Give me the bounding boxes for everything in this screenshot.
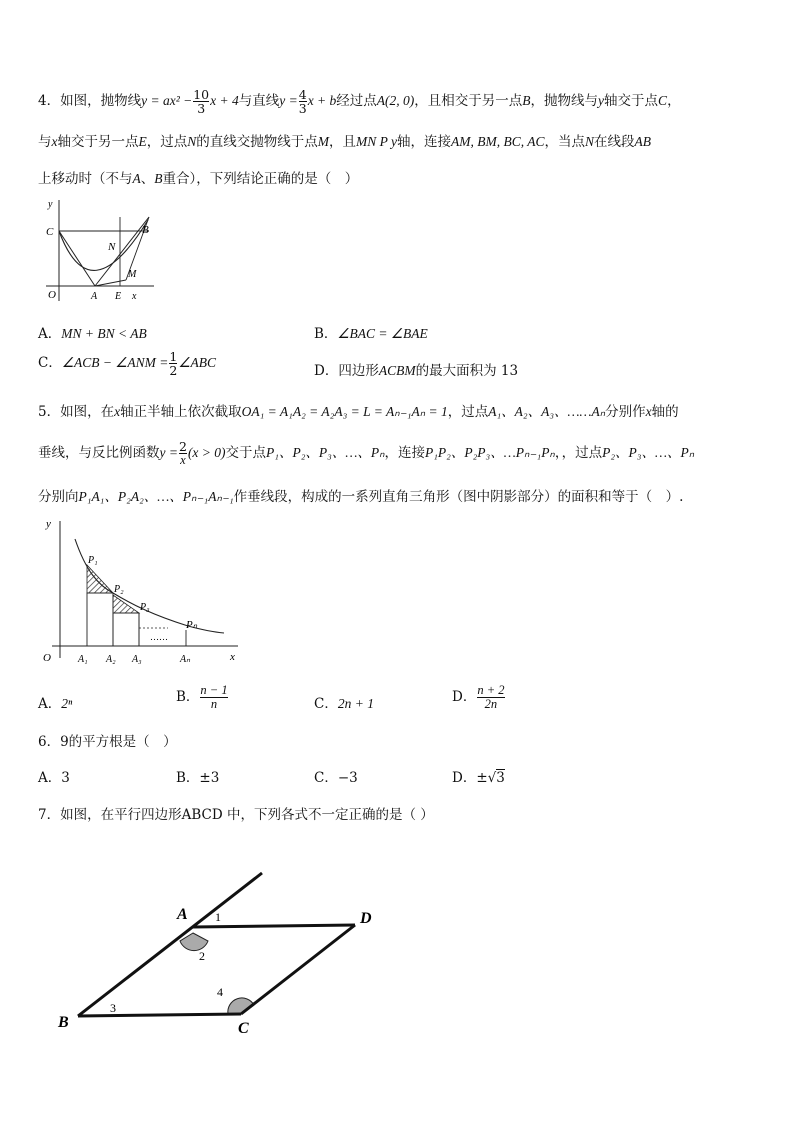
q5-line-1 xyxy=(38,400,679,420)
q4-option-c[interactable] xyxy=(38,350,216,377)
q4-var: N xyxy=(187,134,197,149)
q4-text: 与 xyxy=(38,134,52,150)
q4-text: ，且相交于另一点 xyxy=(414,93,523,110)
option-text: MN + BN < AB xyxy=(61,326,147,341)
q4-var: M xyxy=(317,134,330,149)
q5-text: 分别向 xyxy=(38,489,79,505)
rect-1 xyxy=(87,593,113,646)
label-angle-4: 4 xyxy=(217,985,223,999)
option-label: A． xyxy=(38,696,62,712)
label-e: E xyxy=(115,291,122,302)
q5-text: ，过点 xyxy=(447,404,489,420)
segment-am xyxy=(95,280,126,286)
label-y: y xyxy=(48,199,53,210)
q6-option-a[interactable] xyxy=(38,766,70,786)
q5-line-2 xyxy=(38,440,694,467)
frac-numerator: 2 xyxy=(178,439,187,454)
q4-var: A xyxy=(132,171,141,186)
q6-option-c[interactable] xyxy=(314,766,358,786)
q5-equation: OA₁ = A₁A₂ = A₂A₃ = L = Aₙ₋₁Aₙ = 1 xyxy=(241,404,448,419)
q5-var: x xyxy=(645,404,652,419)
option-text: ∠ABC xyxy=(178,355,216,371)
q5-option-a[interactable] xyxy=(38,692,72,712)
option-text: 3 xyxy=(61,770,70,786)
q7-figure xyxy=(50,865,390,1045)
q4-text: 、 xyxy=(140,171,155,187)
option-label: D． xyxy=(452,770,477,786)
label-x: x xyxy=(132,291,137,302)
option-label: C． xyxy=(314,770,338,786)
label-o: O xyxy=(43,652,51,664)
q4-var: y xyxy=(598,93,605,109)
q4-text: 与直线 xyxy=(238,93,280,110)
label-pn: Pₙ xyxy=(186,619,198,631)
option-text: −3 xyxy=(337,770,358,786)
side-bc xyxy=(78,1014,241,1016)
frac-denominator: 3 xyxy=(193,101,209,115)
q5-text: 垂线，与反比例函数 xyxy=(38,445,160,462)
angle-2-marker xyxy=(180,933,208,951)
label-angle-2: 2 xyxy=(199,949,205,963)
frac-numerator: n − 1 xyxy=(200,683,228,697)
label-a2: A₂ xyxy=(106,654,116,665)
q5-text: 5．如图，在 xyxy=(38,404,115,420)
rect-2 xyxy=(113,613,139,646)
q5-text: 交于点 xyxy=(225,445,267,462)
label-m: M xyxy=(128,269,137,280)
q4-parabola-eq-tail: x + 4 xyxy=(210,93,239,109)
q4-text: 重合），下列结论正确的是（ ） xyxy=(162,171,359,187)
q4-line-3 xyxy=(38,167,358,187)
q4-text: 经过点 xyxy=(336,93,377,110)
q5-domain: (x > 0) xyxy=(187,445,226,461)
q4-frac-10-3 xyxy=(193,88,209,115)
option-label: C． xyxy=(38,355,62,372)
q5-segments: P₁A₁、P₂A₂、…、Pₙ₋₁Aₙ₋₁ xyxy=(78,489,234,504)
label-c: C xyxy=(46,226,54,238)
q4-var: B xyxy=(154,171,163,186)
q5-segments: P₁P₂、P₂P₃、…Pₙ₋₁Pₙ xyxy=(424,445,555,461)
frac-numerator: 4 xyxy=(298,87,307,102)
q5-var: x xyxy=(114,404,121,419)
option-text: ACBM xyxy=(378,363,416,378)
label-a1: A₁ xyxy=(78,654,88,665)
q6-stem xyxy=(38,730,177,750)
side-dc xyxy=(241,925,355,1014)
label-d: D xyxy=(360,910,372,927)
q4-number: 4．如图，抛物线 xyxy=(38,93,142,110)
q4-line-eq-tail: x + b xyxy=(307,93,337,109)
q5-frac xyxy=(179,440,187,467)
option-text: ∠ACB − ∠ANM = xyxy=(61,355,169,371)
side-ad xyxy=(193,925,355,927)
q4-parallel: MN P y xyxy=(356,134,398,149)
label-c: C xyxy=(238,1020,249,1037)
label-dots: …… xyxy=(150,632,168,642)
q4-line-1 xyxy=(38,88,681,115)
line-ab xyxy=(95,217,149,286)
q7-stem xyxy=(38,803,434,823)
shaded-triangle-2 xyxy=(113,595,139,613)
option-text: 的最大面积为 13 xyxy=(415,363,519,379)
label-angle-1: 1 xyxy=(215,910,221,924)
q5-option-b[interactable] xyxy=(176,684,229,711)
option-label: D． xyxy=(452,689,477,706)
q5-text: ，，过点 xyxy=(554,445,603,462)
option-text: ±3 xyxy=(199,770,220,786)
q4-var: E xyxy=(138,134,147,149)
q5-points: P₂、P₃、…、Pₙ xyxy=(602,445,695,461)
label-angle-3: 3 xyxy=(110,1001,116,1015)
frac-denominator: x xyxy=(180,453,186,468)
q6-option-d[interactable] xyxy=(452,766,505,786)
option-label: A． xyxy=(38,770,62,786)
q4-var: N xyxy=(585,134,595,149)
q4-figure xyxy=(38,195,158,305)
q6-option-b[interactable] xyxy=(176,766,219,786)
label-a: A xyxy=(177,906,188,923)
label-b: B xyxy=(58,1014,69,1031)
option-label: B． xyxy=(176,770,200,786)
option-frac xyxy=(200,684,227,711)
q4-option-b[interactable] xyxy=(314,322,428,342)
frac-denominator: 2 xyxy=(169,363,178,379)
frac-denominator: 3 xyxy=(298,101,307,117)
q5-text: 轴正半轴上依次截取 xyxy=(120,404,242,420)
option-frac xyxy=(169,350,177,377)
q5-line-3 xyxy=(38,485,683,505)
label-a3: A₃ xyxy=(132,654,142,665)
sqrt-icon: √ xyxy=(487,770,497,786)
q4-parabola-eq: y = ax² − xyxy=(141,93,193,109)
label-o: O xyxy=(48,289,56,301)
q4-text: 上移动时（不与 xyxy=(38,171,133,187)
q4-option-d[interactable] xyxy=(314,359,518,379)
parabola-curve xyxy=(59,220,148,270)
option-text: ± xyxy=(476,770,488,786)
shaded-triangle-1 xyxy=(87,565,113,593)
q4-var: x xyxy=(51,134,58,149)
q4-point-a: A(2, 0) xyxy=(376,93,415,109)
label-a: A xyxy=(91,291,98,302)
label-y: y xyxy=(46,518,51,530)
frac-numerator: n + 2 xyxy=(477,683,505,697)
q5-option-d[interactable] xyxy=(452,684,506,711)
label-an: Aₙ xyxy=(180,654,191,665)
q4-text: 的直线交抛物线于点 xyxy=(196,134,318,150)
q4-text: 在线段 xyxy=(594,134,635,150)
option-radicand: 3 xyxy=(496,770,505,786)
q4-text: ，且 xyxy=(329,134,357,150)
q4-text: ， xyxy=(667,93,681,110)
label-p1: P₁ xyxy=(88,555,98,566)
q4-var: B xyxy=(522,93,531,109)
label-x: x xyxy=(230,651,235,663)
option-label: C． xyxy=(314,696,338,712)
label-b: B xyxy=(142,224,149,236)
option-label: B． xyxy=(314,326,338,342)
q4-segments: AM, BM, BC, AC xyxy=(451,134,545,149)
q4-text: ，抛物线与 xyxy=(530,93,599,110)
option-text: ∠BAC = ∠BAE xyxy=(337,326,428,341)
label-p2: P₂ xyxy=(114,584,124,595)
q5-text: 分别作 xyxy=(605,404,646,420)
q4-frac-4-3 xyxy=(299,88,307,115)
option-label: A． xyxy=(38,326,62,342)
line-ba-extended xyxy=(78,873,262,1016)
option-frac xyxy=(477,684,504,711)
q4-line-2 xyxy=(38,130,651,150)
label-p3: P₃ xyxy=(140,602,150,613)
segment-ac xyxy=(59,231,95,286)
q4-text: 轴，连接 xyxy=(397,134,452,150)
option-text: 四边形 xyxy=(338,363,379,379)
q5-figure xyxy=(38,513,248,673)
q4-line-eq: y = xyxy=(279,93,298,109)
q4-text: 轴交于点 xyxy=(604,93,659,110)
option-label: B． xyxy=(176,689,200,706)
q4-text: ，当点 xyxy=(544,134,586,150)
q5-function: y = xyxy=(159,445,178,461)
q4-text: ，过点 xyxy=(146,134,188,150)
option-text: 2n + 1 xyxy=(337,696,374,711)
frac-denominator: 2n xyxy=(477,697,504,711)
q5-text: 轴的 xyxy=(651,404,679,420)
option-text: 2ⁿ xyxy=(61,696,73,711)
q4-var: C xyxy=(658,93,668,109)
q6-text: 6．9的平方根是（ ） xyxy=(38,734,177,750)
frac-numerator: 1 xyxy=(169,349,178,364)
q5-text: 作垂线段，构成的一系列直角三角形（图中阴影部分）的面积和等于（ ）. xyxy=(233,489,684,505)
option-label: D． xyxy=(314,363,339,379)
label-n: N xyxy=(108,241,116,253)
frac-denominator: n xyxy=(200,697,227,711)
q7-text: 7．如图，在平行四边形ABCD 中，下列各式不一定正确的是（ ） xyxy=(38,807,434,823)
q4-var: AB xyxy=(634,134,652,149)
q5-points: A₁、A₂、A₃、……Aₙ xyxy=(488,404,606,419)
q4-text: 轴交于另一点 xyxy=(57,134,139,150)
q5-points: P₁、P₂、P₃、…、Pₙ xyxy=(266,445,385,461)
q5-option-c[interactable] xyxy=(314,692,374,712)
q5-text: ，连接 xyxy=(384,445,425,462)
frac-numerator: 10 xyxy=(193,87,210,102)
q4-option-a[interactable] xyxy=(38,322,147,342)
